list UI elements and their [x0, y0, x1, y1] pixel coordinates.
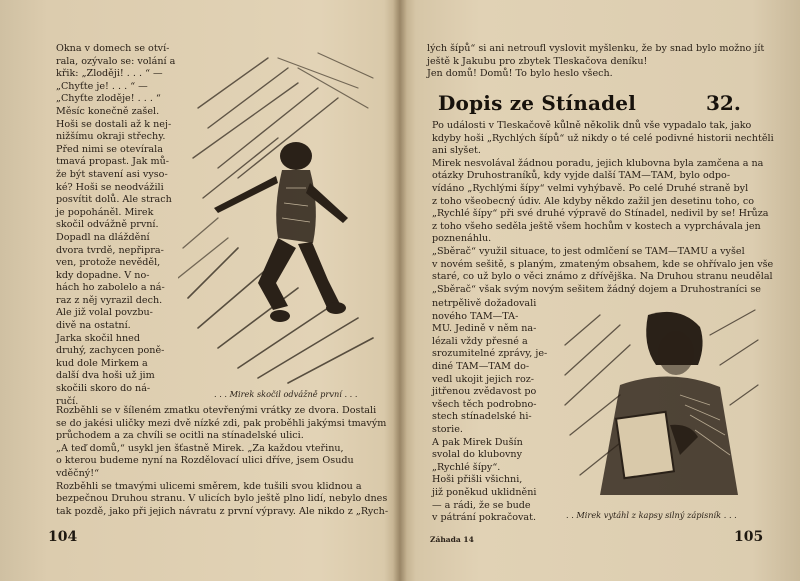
text-line: již poněkud uklidněni [432, 486, 537, 498]
text-line: Jen domů! Domů! To bylo heslo všech. [427, 68, 613, 80]
left-narrow-column [56, 43, 174, 408]
text-line: všech těch podrobno- [432, 398, 537, 410]
right-narrow-column [432, 298, 550, 525]
text-line: ké? Hoši se neodvážili [56, 181, 164, 193]
text-line: lézali vždy přesné a [432, 335, 528, 347]
text-line: svolal do klubovny [432, 449, 522, 461]
text-line: Dopadl na dláždění [56, 231, 150, 243]
text-line: o kterou budeme nyní na Rozdělovací ulici dříve, jsem Osudu [56, 455, 354, 467]
text-line: nového TAM—TA- [432, 310, 519, 322]
text-line: MU. Jedině v něm na- [432, 323, 537, 335]
text-line: tak pozdě, jako při jejich návratu z první výpravy. Ale nikdo z „Rych- [56, 505, 389, 517]
text-line: hách ho zabolelo a ná- [56, 282, 165, 294]
text-line: „A teď domů,“ usykl jen šťastně Mirek. „Za každou vteřinu, [56, 442, 344, 454]
text-line: lých šípů“ si ani netroufl vyslovit myšlenku, že by snad bylo možno jít [427, 43, 765, 54]
left-illustration-caption: . . . Mirek skočil odvážně první . . . [214, 389, 358, 399]
text-line: ještě k Jakubu pro zbytek Tleskačova deníku! [427, 55, 648, 67]
text-line: „Chyťte zloděje! . . . “ [56, 93, 161, 105]
text-line: se do jakési uličky mezi dvě nízké zdi, pak proběhli jakýmsi tmavým [56, 417, 387, 429]
text-line: srozumitelné zprávy, je- [432, 348, 548, 360]
text-line: Jarka skočil hned [56, 332, 140, 344]
text-line: vděčný!“ [56, 467, 99, 479]
text-line: Okna v domech se otví- [56, 43, 170, 54]
text-line: dvora tvrdě, nepřipra- [56, 244, 164, 256]
text-line: rala, ozývalo se: volání a [56, 55, 176, 67]
text-line: v pátrání pokračovat. [432, 512, 537, 524]
illustration-boy-jumping [178, 48, 378, 388]
text-line: kdy dopadne. V no- [56, 269, 150, 281]
text-line: druhý, zachycen poně- [56, 345, 165, 357]
text-line: kud dole Mirkem a [56, 357, 148, 369]
left-page-number: 104 [48, 529, 78, 545]
text-line: kdyby hoši „Rychlých šípů“ už nikdy o té celé podivné historii nechtěli [432, 132, 774, 144]
text-line: staré, co už bylo o věci známo z dřívějška. Na Druhou stranu neudělal [432, 271, 773, 283]
chapter-title: Dopis ze Stínadel [438, 91, 637, 115]
text-line: ani slyšet. [432, 145, 481, 157]
text-line: Hoši přišli všichni, [432, 474, 523, 486]
text-line: stech stínadelské hi- [432, 411, 532, 423]
text-line: bezpečnou Druhou stranu. V ulicích bylo ještě plno lidí, nebylo dnes [56, 493, 388, 505]
text-line: vídáno „Rychlými šípy“ velmi vyhýbavě. Po celé Druhé straně byl [432, 182, 749, 194]
text-line: — a rádi, že se bude [432, 499, 531, 511]
right-top-text [427, 43, 765, 81]
text-line: Mirek nesvolával žádnou poradu, jejich klubovna byla zamčena a na [432, 157, 764, 169]
text-line: v novém sešitě, s planým, zmateným obsahem, kde se ohřívalo jen vše [432, 258, 774, 270]
text-line: „Chyťte je! . . . “ — [56, 80, 148, 92]
text-line: Hoši se dostali až k nej- [56, 118, 172, 130]
text-line: jitřenou zvědavost po [432, 386, 537, 398]
text-line: „Rychlé šípy“. [432, 461, 501, 473]
book-gutter [393, 0, 407, 581]
text-line: vedl ukojit jejich roz- [432, 373, 535, 385]
text-line: Před nimi se otevírala [56, 143, 163, 155]
text-line: ven, protože nevěděl, [56, 257, 161, 269]
text-line: je popoháněl. Mirek [56, 206, 154, 218]
signature-mark: Záhada 14 [430, 535, 474, 544]
text-line: „Sběrač“ využil situace, to jest odmlčení se TAM—TAMU a vyšel [432, 245, 745, 257]
text-line: ručí. [56, 395, 79, 407]
text-line: storie. [432, 423, 463, 435]
text-line: diné TAM—TAM do- [432, 360, 530, 372]
left-wide-text [56, 405, 389, 518]
text-line: z toho všeho seděla ještě všem hochům v kostech a vyprchávala jen [432, 220, 761, 232]
right-wide-text [432, 120, 774, 296]
text-line: Po události v Tleskačově kůlně několik dnů vše vypadalo tak, jako [432, 120, 752, 131]
text-line: skočil odvážně první. [56, 219, 159, 231]
text-line: raz z něj vyrazil dech. [56, 294, 163, 306]
text-line: „Sběrač“ však svým novým sešitem žádný dojem a Druhostraníci se [432, 283, 761, 295]
text-line: další dva hoši už jim [56, 370, 155, 382]
text-line: Měsíc konečně zašel. [56, 105, 160, 117]
text-line: posvítit dolů. Ale strach [56, 194, 172, 206]
text-line: z toho všeobecný údiv. Ale kdyby někdo zažil jen desetinu toho, co [432, 195, 754, 207]
text-line: A pak Mirek Dušín [432, 436, 523, 448]
text-line: tmavá propast. Jak mů- [56, 156, 170, 168]
text-line: nižšímu okraji střechy. [56, 131, 166, 143]
text-line: křik: „Zloději! . . . “ — [56, 68, 163, 80]
text-line: Rozběhli se v šíleném zmatku otevřenými vrátky ze dvora. Dostali [56, 405, 377, 416]
text-line: že být stavení asi vyso- [56, 168, 168, 180]
text-line: Rozběhli se tmavými ulicemi směrem, kde tušili svou klidnou a [56, 480, 362, 492]
illustration-boy-with-notebook [560, 305, 760, 501]
chapter-number: 32. [706, 91, 741, 115]
text-line: poznenáhlu. [432, 233, 492, 245]
text-line: průchodem a za chvíli se ocitli na stínadelské ulici. [56, 430, 304, 442]
text-line: skočili skoro do ná- [56, 383, 151, 395]
text-line: „Rychlé šípy“ při své druhé výpravě do Stínadel, nedivil by se! Hrůza [432, 208, 769, 220]
text-line: otázky Druhostraníků, kdy vyjde další TAM—TAM, bylo odpo- [432, 170, 731, 182]
text-line: divě na ostatní. [56, 320, 131, 332]
text-line: netrpělivě dožadovali [432, 298, 537, 309]
right-illustration-caption: . . Mirek vytáhl z kapsy silný zápisník . . . [566, 510, 737, 520]
right-page-number: 105 [734, 529, 764, 545]
text-line: Ale již volal povzbu- [56, 307, 153, 319]
